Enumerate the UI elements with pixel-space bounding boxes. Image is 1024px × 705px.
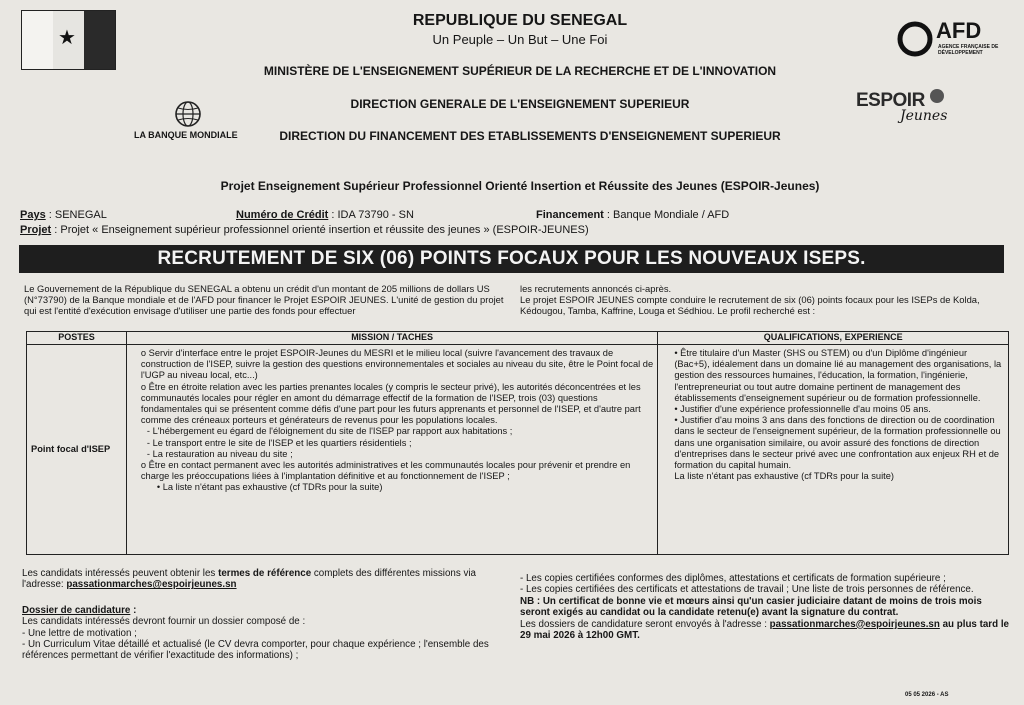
financement-line: [536, 209, 729, 221]
national-motto: Un Peuple – Un But – Une Foi: [432, 32, 608, 47]
dossier-line: - Un Curriculum Vitae détaillé et actualisé (le CV devra comporter, pour chaque expérience ; l'ensemble des références permettant de vérifier l'exactitude des informations) ;: [22, 639, 489, 662]
poste-cell: Point focal d'ISEP: [27, 345, 127, 555]
projet-value: : Projet « Enseignement supérieur professionnel orienté insertion et réussite des jeunes » (ESPOIR-JEUNES): [51, 224, 589, 236]
dossier-heading: [22, 605, 510, 616]
world-bank-label: LA BANQUE MONDIALE: [134, 130, 238, 140]
qualifications-cell: [658, 345, 1009, 555]
direction-generale-title: DIRECTION GENERALE DE L'ENSEIGNEMENT SUPERIEUR: [350, 97, 690, 111]
afd-logo-subtext: AGENCE FRANÇAISE DE DÉVELOPPEMENT: [938, 44, 999, 56]
print-stamp: 05 05 2026 - AS: [905, 692, 949, 698]
dossier-title: Dossier de candidature: [22, 604, 131, 616]
intro-left-paragraph: Le Gouvernement de la République du SENEGAL a obtenu un crédit d'un montant de 205 millions de dollars US (N°73790) de la Banque mondiale et de l'AFD pour financer le Projet ESPOIR JEUNES. L'unité de gestion du projet qui est l'entité d'exécution envisage d'utiliser une partie des fonds pour effectuer: [24, 283, 504, 316]
mission-item: o Servir d'interface entre le projet ESPOIR-Jeunes du MESRI et le milieu local (suivre l'avancement des travaux de construction de l'ISEP, suivre la gestion des questions environnementales et sociales au niveau du site, être le Point focal de l'UGP au niveau local, etc...): [140, 348, 654, 381]
credit-value: : IDA 73790 - SN: [328, 209, 414, 221]
afd-circle-icon: [896, 20, 934, 58]
financement-label: Financement: [536, 209, 604, 221]
credit-label: Numéro de Crédit: [236, 209, 329, 221]
espoir-jeunes-logo: [856, 88, 951, 130]
dossier-line: Les candidats intéressés devront fournir un dossier composé de :: [22, 616, 306, 628]
intro-right-paragraph: [520, 283, 1010, 316]
projet-line: [20, 224, 589, 236]
pays-line: [20, 209, 107, 221]
recruitment-banner: RECRUTEMENT DE SIX (06) POINTS FOCAUX POUR LES NOUVEAUX ISEPS.: [19, 245, 1004, 273]
bottom-left-section: [22, 568, 510, 662]
tdr-email-link[interactable]: passationmarches@espoirjeunes.sn: [66, 579, 237, 591]
mission-item: - L'hébergement eu égard de l'éloignement du site de l'ISEP par rapport aux habitations ;: [146, 426, 513, 437]
mission-item: o Être en contact permanent avec les autorités administratives et les communautés locales pour prévenir et prendre en charge les préoccupations liées à l'implantation définitive et au fonctionnement de l'ISEP ;: [140, 460, 631, 482]
tdr-text-c: complets des différentes missions via l'adresse:: [22, 568, 476, 591]
missions-cell: [126, 345, 657, 555]
direction-financement-title: DIRECTION DU FINANCEMENT DES ETABLISSEMENTS D'ENSEIGNEMENT SUPERIEUR: [279, 129, 781, 143]
pays-label: Pays: [20, 209, 46, 221]
intro-right-line-2: Le projet ESPOIR JEUNES compte conduire le recrutement de six (06) points focaux pour les ISEPs de Kolda, Kédougou, Tamba, Kaffrine, Louga et Sédhiou. Le profil recherché est :: [520, 294, 980, 316]
qualification-item: • Justifier d'une expérience professionnelle d'au moins 05 ans.: [674, 404, 931, 415]
tdr-text-a: Les candidats intéressés peuvent obtenir les: [22, 568, 219, 579]
send-paragraph: [520, 619, 1012, 642]
afd-logo-text: AFD: [936, 18, 982, 43]
world-bank-globe-icon: [172, 100, 204, 128]
ministry-title: MINISTÈRE DE L'ENSEIGNEMENT SUPÉRIEUR DE LA RECHERCHE ET DE L'INNOVATION: [263, 64, 777, 78]
table-row: [27, 345, 1009, 555]
tdr-paragraph: [22, 568, 510, 591]
mission-item: - La restauration au niveau du site ;: [146, 448, 293, 459]
tdr-text-bold: termes de référence: [218, 568, 312, 579]
qualification-item: La liste n'étant pas exhaustive (cf TDRs pour la suite): [674, 471, 894, 482]
afd-logo: [896, 16, 1006, 60]
qualification-item: • Être titulaire d'un Master (SHS ou STEM) ou d'un Diplôme d'ingénieur (Bac+5), idéalement dans un domaine lié au management des organisations, la gestion des ressources humaines, l'éducation, la formation, l'ingénierie, l'entrepreneuriat ou tout autre domaine pertinent de management des établissements d'enseignement supérieur ou de formation professionnelle.: [674, 348, 1002, 403]
mission-item: - Le transport entre le site de l'ISEP et les quartiers résidentiels ;: [146, 437, 412, 448]
qualification-item: • Justifier d'au moins 3 ans dans des fonctions de direction ou de coordination dans le secteur de l'enseignement supérieur, de la formation professionnelle ou dans une organisation similaire, ou avoir assuré des fonctions de direction d'entreprises dans le secteur privé avec une confrontation aux enjeux RH et de formation du capital humain.: [674, 415, 1001, 471]
column-header-mission: MISSION / TACHES: [126, 332, 657, 345]
mission-item: • La liste n'étant pas exhaustive (cf TDRs pour la suite): [156, 482, 383, 493]
financement-value: : Banque Mondiale / AFD: [603, 209, 730, 221]
pays-value: : SENEGAL: [45, 209, 107, 221]
column-header-postes: POSTES: [27, 332, 127, 345]
dossier-line: - Une lettre de motivation ;: [22, 627, 137, 639]
espoir-logo-text: ESPOIR: [856, 90, 925, 111]
projet-label: Projet: [20, 224, 52, 236]
send-text-a: Les dossiers de candidature seront envoyés à l'adresse :: [520, 618, 770, 630]
table-header-row: [27, 332, 1009, 345]
republic-title: REPUBLIQUE DU SENEGAL: [412, 12, 628, 29]
positions-table: [26, 331, 1009, 555]
bottom-right-section: [520, 573, 1012, 641]
send-deadline: au plus tard le 29 mai 2026 à 12h00 GMT.: [520, 618, 1009, 642]
senegal-flag-image: [21, 10, 116, 70]
flag-star-icon: ★: [58, 27, 76, 49]
documents-line: - Les copies certifiées des certificats et attestations de travail ; Une liste de trois personnes de référence.: [520, 584, 974, 596]
dossier-colon: :: [130, 604, 137, 616]
espoir-logo-subtext: Jeunes: [900, 108, 948, 124]
documents-line: - Les copies certifiées conformes des diplômes, attestations et certificats de formation supérieure ;: [520, 573, 946, 584]
nb-note: NB : Un certificat de bonne vie et mœurs ainsi qu'un casier judiciaire datant de moins de trois mois seront exigés au candidat ou la candidate retenu(e) avant la signature du contrat.: [520, 595, 982, 619]
project-title: Projet Enseignement Supérieur Professionnel Orienté Insertion et Réussite des Jeunes (ESPOIR-Jeunes): [220, 179, 820, 193]
credit-line: [236, 209, 414, 221]
send-email-link[interactable]: passationmarches@espoirjeunes.sn: [769, 618, 940, 630]
mission-item: o Être en étroite relation avec les parties prenantes locales (y compris le secteur privé), les autorités déconcentrées et les communautés locales pour régler en amont du démarrage effectif de la formation de l'ISEP, trois (03) questions fondamentales qui se présentent comme défis d'une part pour les futurs apprenants et personnel de l'ISEP, et d'autre part comme des créneaux porteurs et générateurs de revenus pour les populations locales.: [140, 381, 641, 426]
column-header-qualifications: QUALIFICATIONS, EXPERIENCE: [658, 332, 1009, 345]
intro-right-line-1: les recrutements annoncés ci-après.: [520, 283, 672, 294]
espoir-figure-icon: [926, 88, 948, 110]
